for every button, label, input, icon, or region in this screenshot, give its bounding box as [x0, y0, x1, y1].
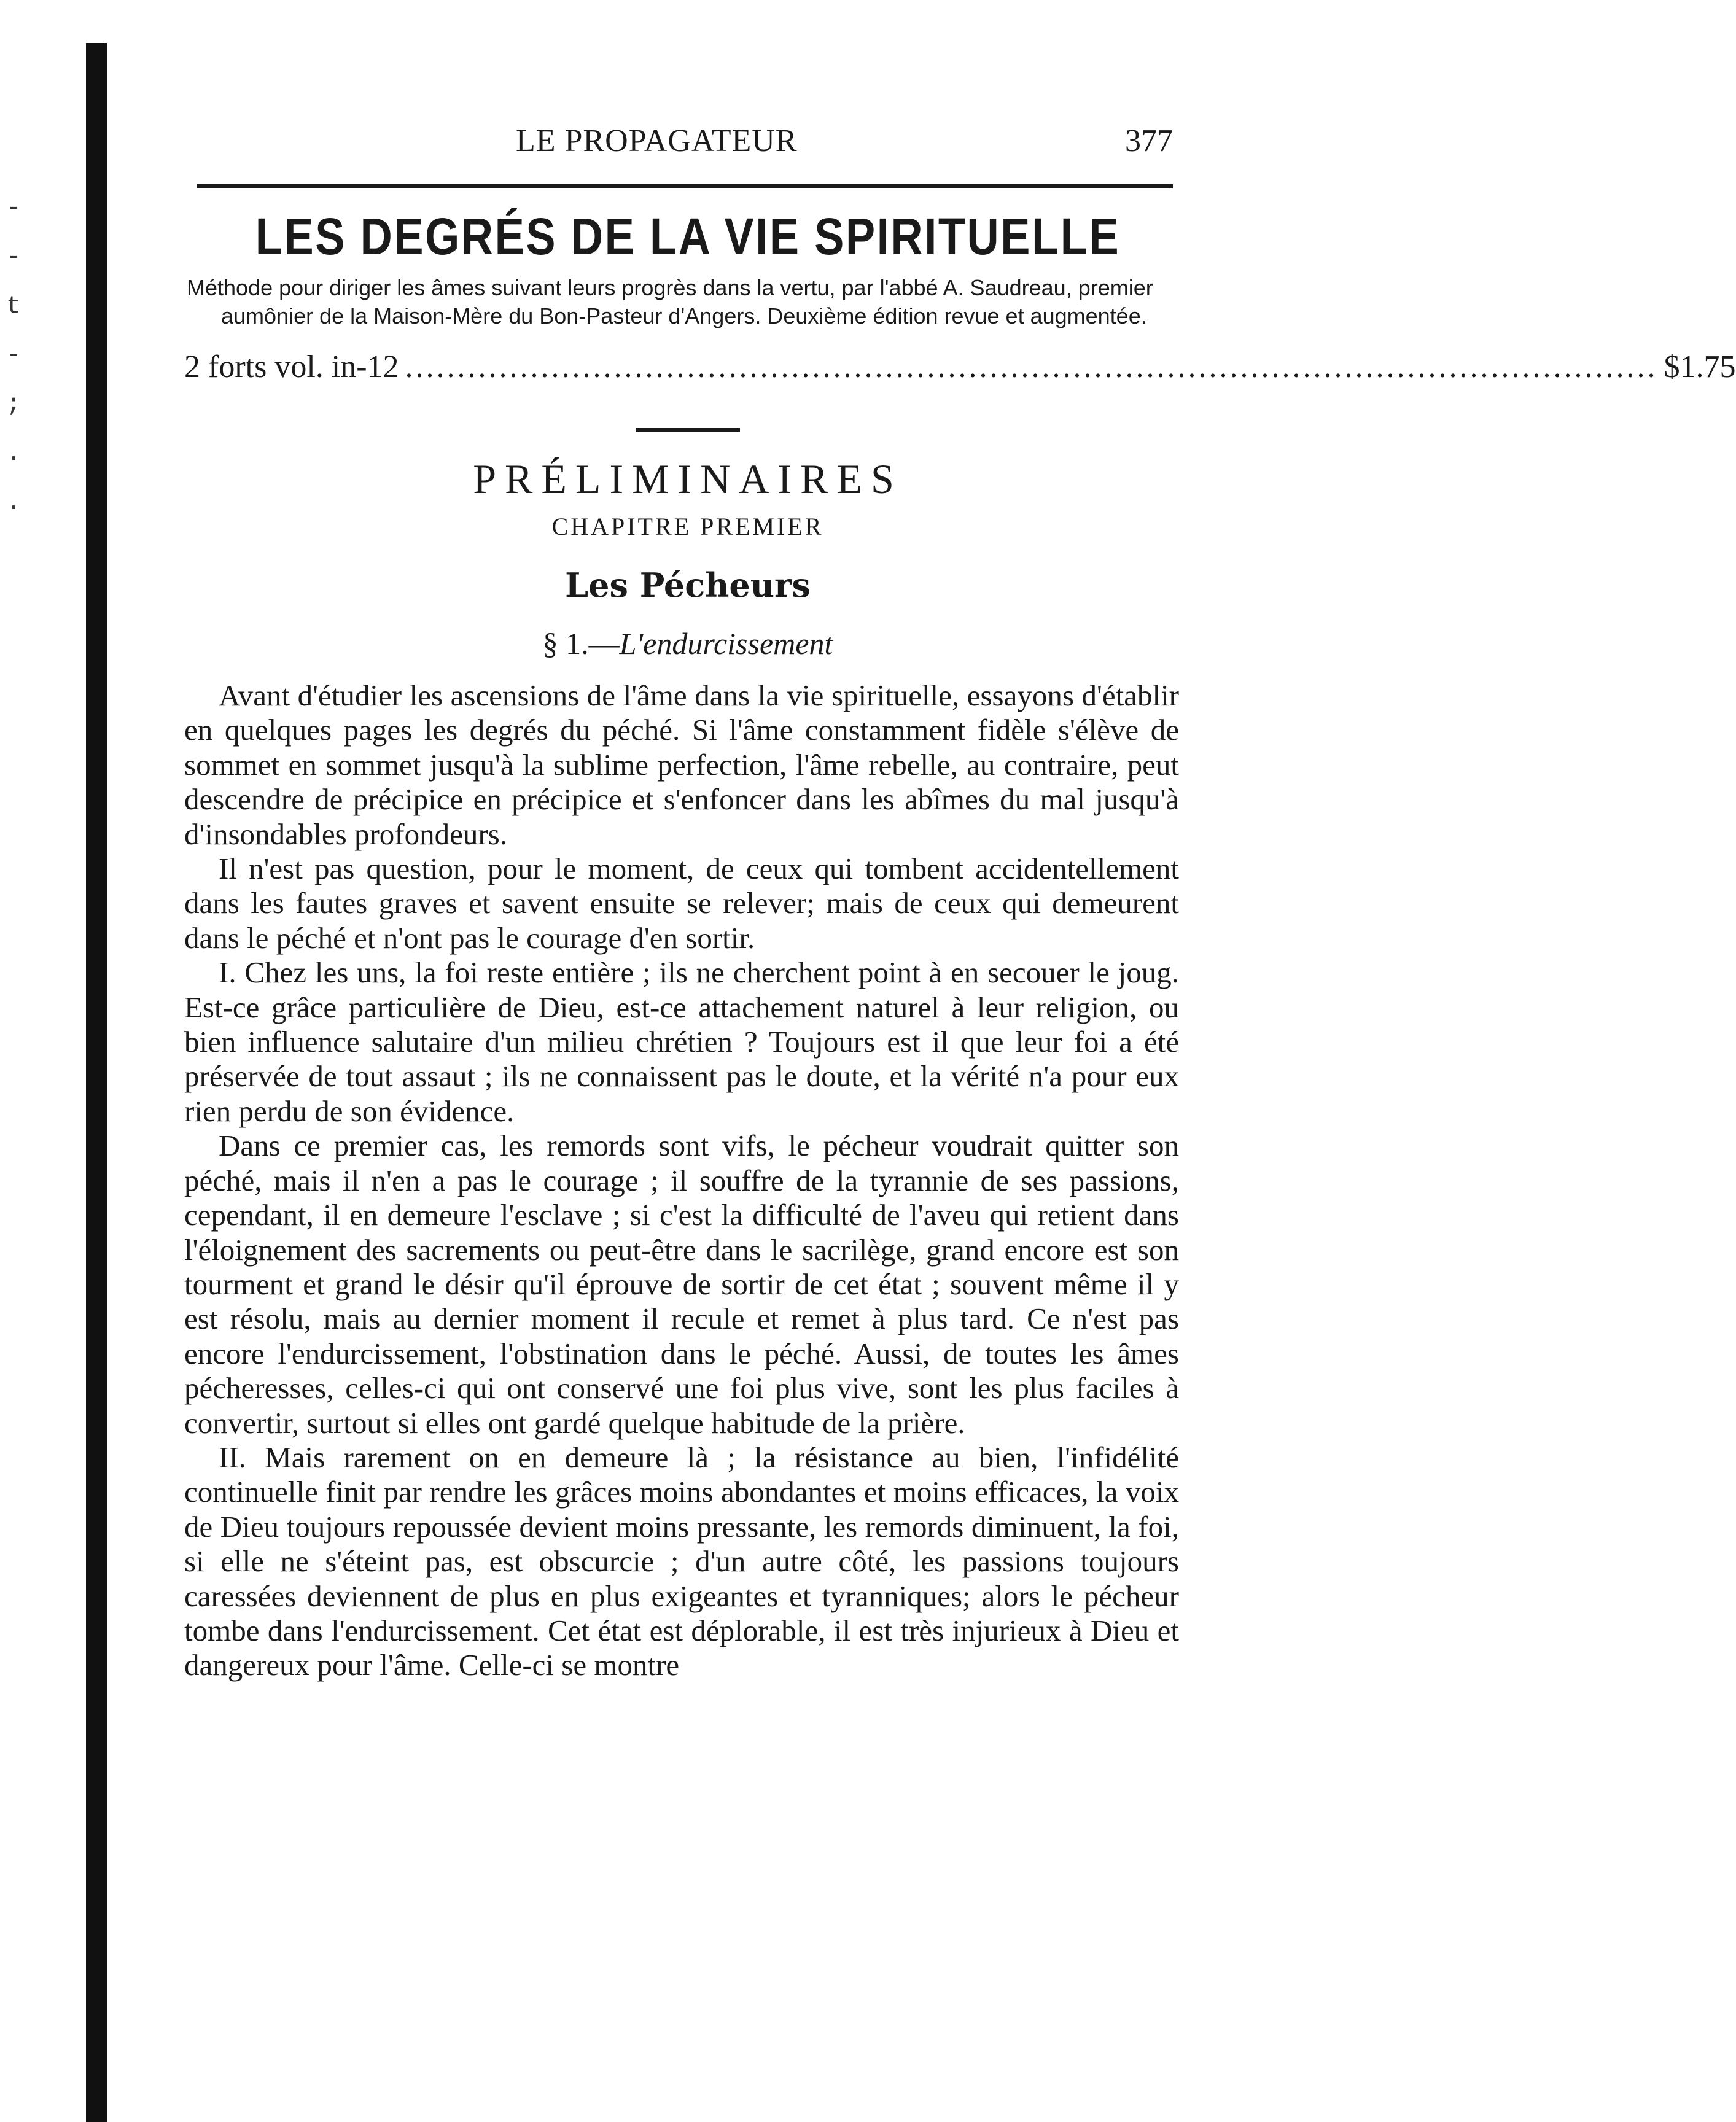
- section-mark: § 1.—: [542, 626, 620, 661]
- header-rule: [197, 184, 1173, 188]
- advertisement-volumes: 2 forts vol. in-12: [184, 349, 399, 384]
- chapter-title: CHAPITRE PREMIER: [551, 513, 824, 540]
- part-title: PRÉLIMINAIRES: [473, 456, 903, 502]
- page-number: 377: [1125, 123, 1173, 158]
- leader-dots: ........................................................................................................................: [405, 349, 1658, 384]
- section-title: L'endurcissement: [619, 626, 833, 661]
- page: [184, 111, 1736, 1683]
- body-text: [184, 678, 1191, 1683]
- paragraph: II. Mais rarement on en demeure là ; la résistance au bien, l'infidélité continuelle finit par rendre les grâces moins abondantes et moins efficaces, la voix de Dieu toujours repoussée devient moins pressante, les remords diminuent, la foi, si elle ne s'éteint pas, est obscurcie ; d'un autre côté, les passions toujours caressées deviennent de plus en plus exigeantes et tyranniques; alors le pécheur tombe dans l'endurcissement. Cet état est déplorable, il est très injurieux à Dieu et dangereux pour l'âme. Celle-ci se montre: [184, 1440, 1179, 1682]
- paragraph: Il n'est pas question, pour le moment, de ceux qui tombent accidentellement dans les fautes graves et savent ensuite se relever; mais de ceux qui demeurent dans le péché et n'ont pas le courage d'en sortir.: [184, 852, 1179, 955]
- margin-marks: - - t - ; . .: [6, 195, 21, 517]
- running-head-title: LE PROPAGATEUR: [516, 123, 798, 158]
- section-divider: [636, 428, 740, 432]
- chapter-heading: Les Pécheurs: [565, 565, 811, 605]
- running-head: [184, 111, 1191, 166]
- paragraph: Dans ce premier cas, les remords sont vifs, le pécheur voudrait quitter son péché, mais il n'en a pas le courage ; il souffre de la tyrannie de ses passions, cependant, il en demeure l'esclave ; si c'est la difficulté de l'aveu qui retient dans l'éloignement des sacrements ou peut-être dans le sacrilège, grand encore est son tourment et grand le désir qu'il éprouve de sortir de cet état ; souvent même il y est résolu, mais au dernier moment il recule et remet à plus tard. Ce n'est pas encore l'endurcissement, l'obstination dans le péché. Aussi, de toutes les âmes pécheresses, celles-ci qui ont conservé une foi plus vive, sont les plus faciles à convertir, surtout si elles ont gardé quelque habitude de la prière.: [184, 1129, 1179, 1440]
- binding-edge: [86, 43, 107, 2122]
- paragraph: Avant d'étudier les ascensions de l'âme dans la vie spirituelle, essayons d'établir en quelques pages les degrés du péché. Si l'âme constamment fidèle s'élève de sommet en sommet jusqu'à la sublime perfection, l'âme rebelle, au contraire, peut descendre de précipice en précipice et s'enfoncer dans les abîmes du mal jusqu'à d'insondables profondeurs.: [184, 678, 1179, 851]
- advertisement-price-line: [184, 349, 1736, 385]
- advertisement-title: LES DEGRÉS DE LA VIE SPIRITUELLE: [255, 208, 1121, 265]
- section-heading: [184, 626, 1191, 661]
- paragraph: I. Chez les uns, la foi reste entière ; ils ne cherchent point à en secouer le joug. Est-ce grâce particulière de Dieu, est-ce attachement naturel à leur religion, ou bien influence salutaire d'un milieu chrétien ? Toujours est il que leur foi a été préservée de tout assaut ; ils ne connaissent pas le doute, et la vérité n'a pour eux rien perdu de son évidence.: [184, 955, 1179, 1128]
- advertisement-description: Méthode pour diriger les âmes suivant leurs progrès dans la vertu, par l'abbé A. Saudreau, premier aumônier de la Maison-Mère du Bon-Pasteur d'Angers. Deuxième édition revue et augmentée.: [187, 275, 1153, 328]
- advertisement-price: $1.75: [1664, 349, 1736, 384]
